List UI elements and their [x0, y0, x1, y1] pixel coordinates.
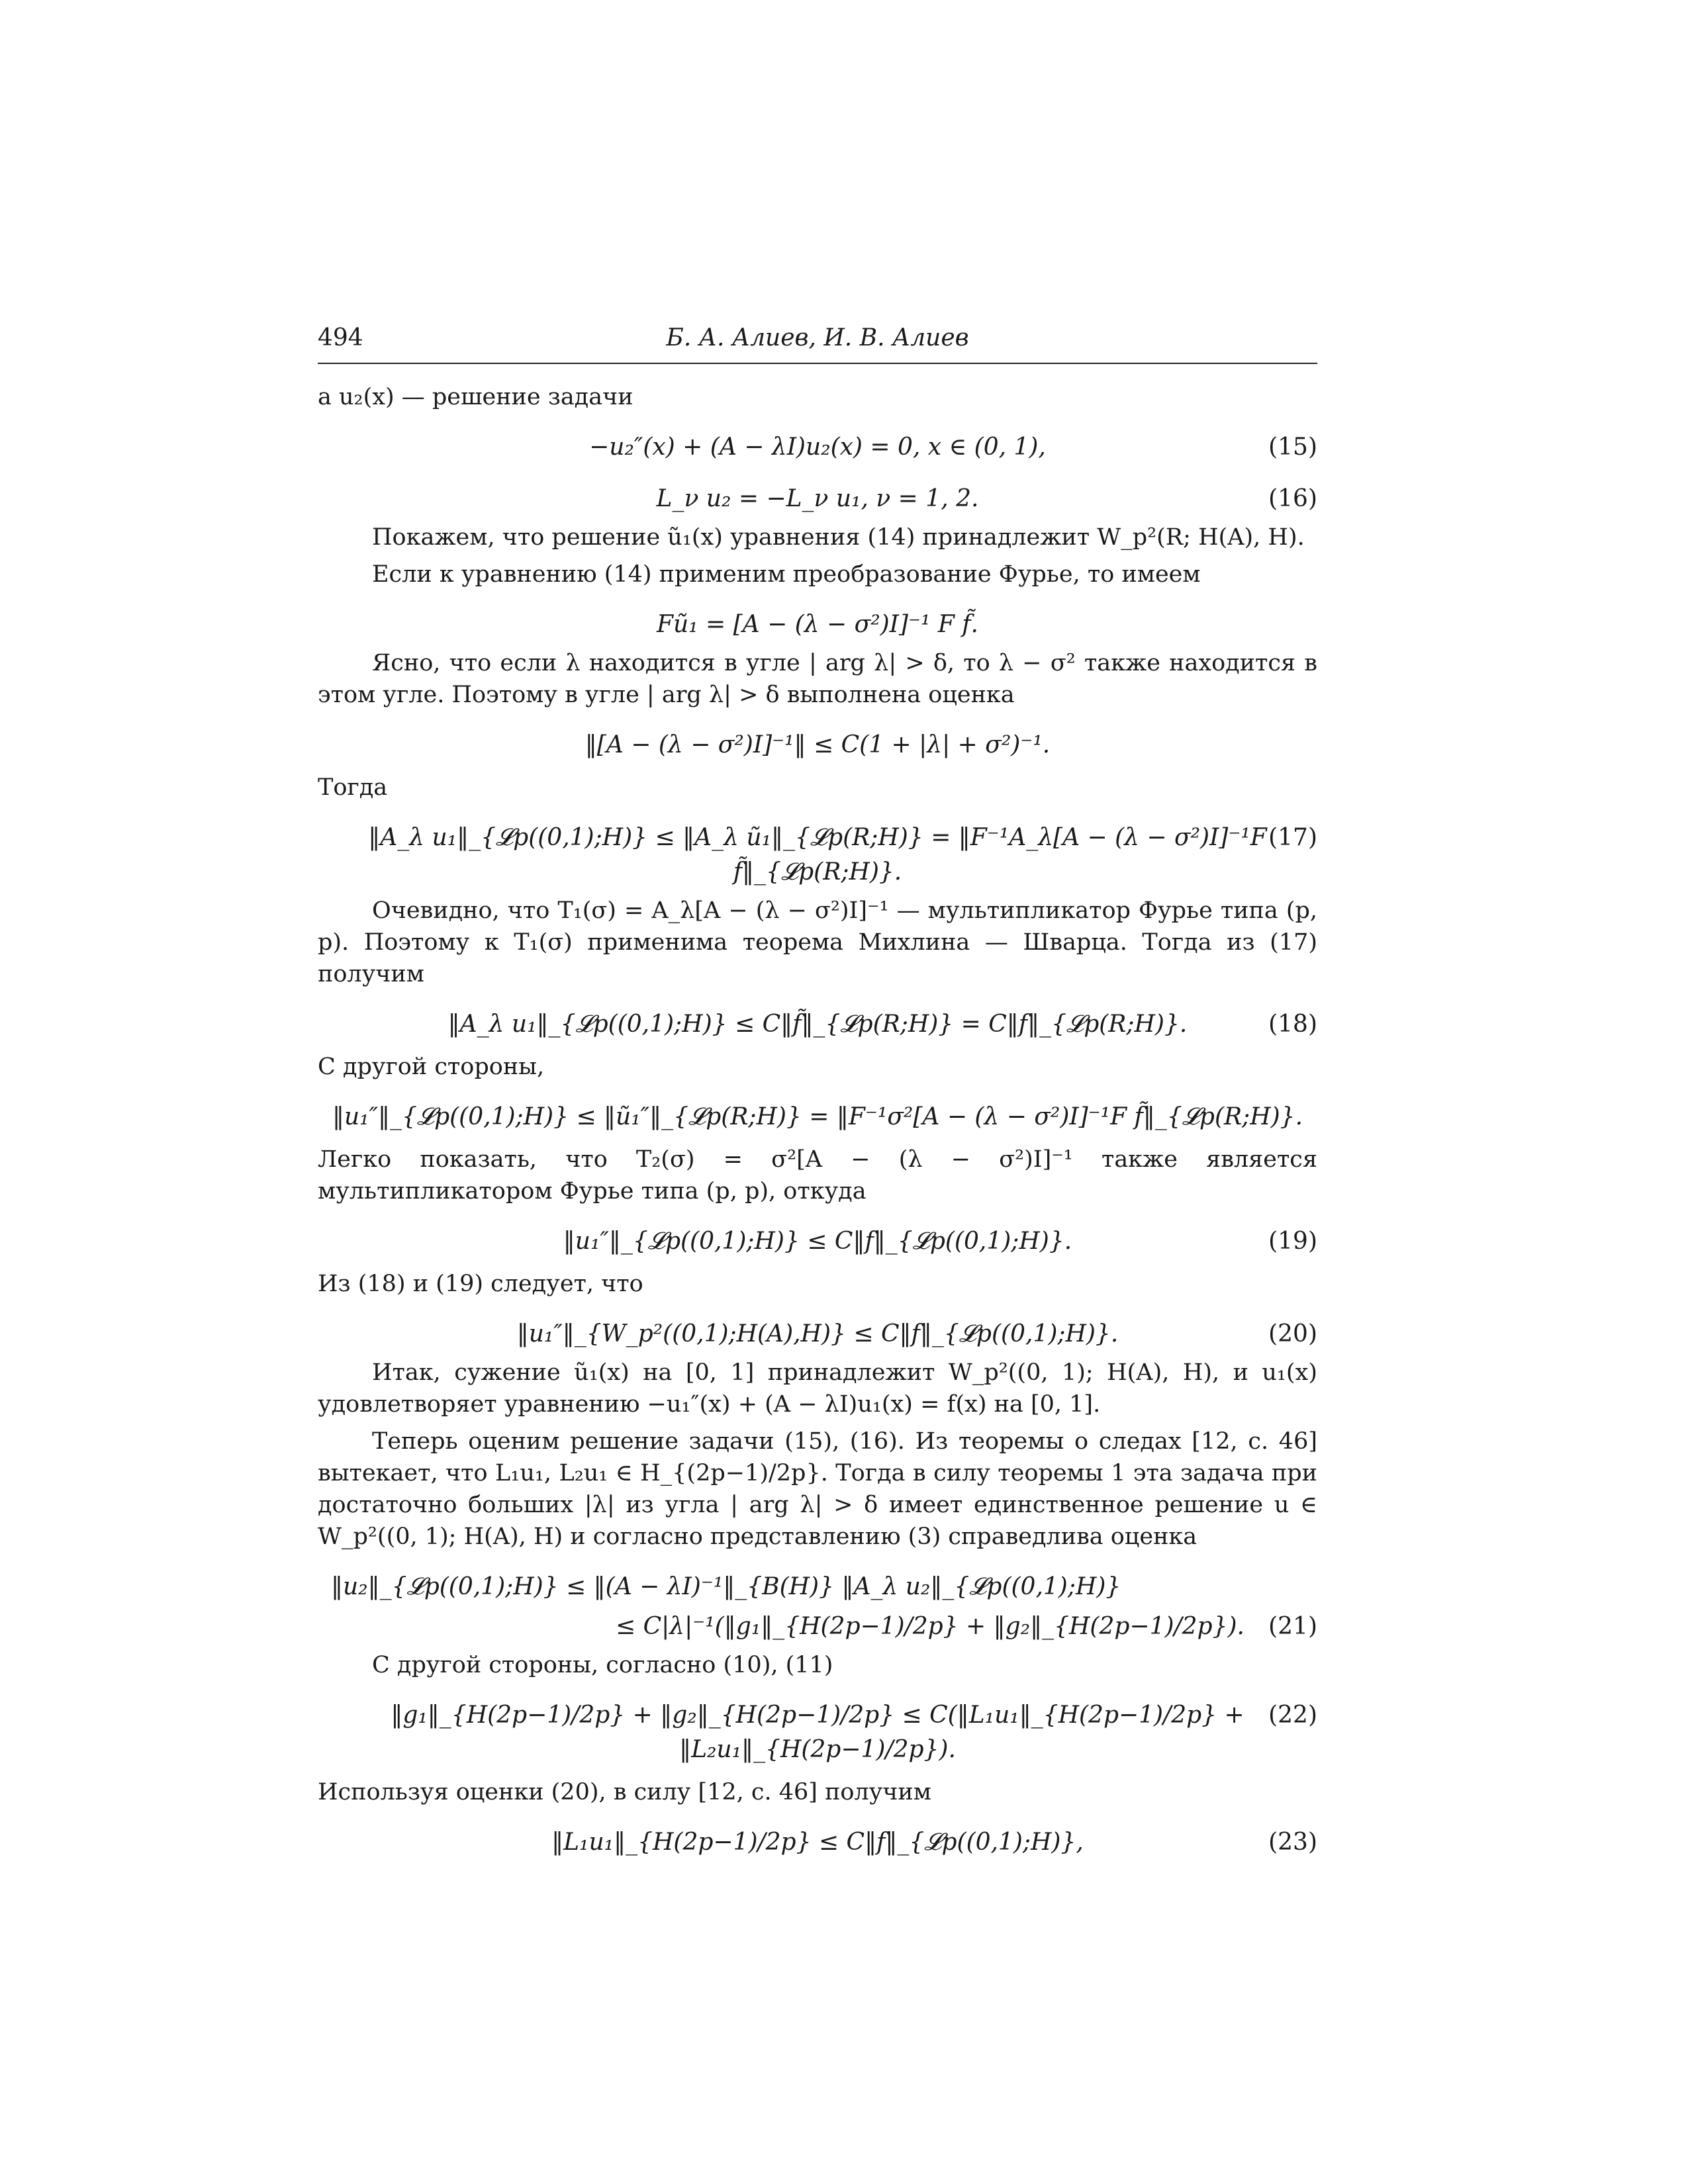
paragraph: а u₂(x) — решение задачи [318, 384, 633, 410]
paragraph: Если к уравнению (14) применим преобразование Фурье, то имеем [372, 561, 1201, 588]
running-header [318, 318, 1317, 364]
equation-text: ‖A_λ u₁‖_{𝓛p((0,1);H)} ≤ C‖f̃‖_{𝓛p(R;H)} = C‖f‖_{𝓛p(R;H)}. [447, 1011, 1188, 1038]
equation-number: (16) [1268, 485, 1317, 512]
equation-text: Fũ₁ = [A − (λ − σ²)I]⁻¹ F f̃. [656, 611, 979, 638]
paragraph: Итак, сужение ũ₁(x) на [0, 1] принадлежит W_p²((0, 1); H(A), H), и u₁(x) удовлетворяет уравнению −u₁″(x) + (A − λI)u₁(x) = f(x) на [0, 1]. [318, 1359, 1317, 1418]
article-body [318, 381, 1317, 1860]
display-equation [318, 1698, 1317, 1767]
display-equation [318, 1224, 1317, 1259]
equation-text: ‖u₁″‖_{W_p²((0,1);H(A),H)} ≤ C‖f‖_{𝓛p((0,1);H)}. [516, 1320, 1119, 1347]
page-number: 494 [318, 324, 363, 351]
equation-text: −u₂″(x) + (A − λI)u₂(x) = 0, x ∈ (0, 1), [589, 433, 1046, 461]
equation-text: ≤ C|λ|⁻¹(‖g₁‖_{H(2p−1)/2p} + ‖g₂‖_{H(2p−1)/2p}). [616, 1613, 1244, 1640]
paragraph: Тогда [318, 774, 388, 801]
equation-text: ‖[A − (λ − σ²)I]⁻¹‖ ≤ C(1 + |λ| + σ²)⁻¹. [585, 731, 1051, 758]
equation-number: (19) [1268, 1228, 1317, 1255]
equation-text: ‖L₁u₁‖_{H(2p−1)/2p} ≤ C‖f‖_{𝓛p((0,1);H)}, [551, 1829, 1084, 1856]
equation-number: (18) [1268, 1011, 1317, 1038]
display-equation [318, 1825, 1317, 1860]
paragraph: Легко показать, что T₂(σ) = σ²[A − (λ − σ²)I]⁻¹ также является мультипликатором Фурье типа (p, p), откуда [318, 1146, 1317, 1205]
equation-number: (15) [1268, 433, 1317, 461]
paragraph: Из (18) и (19) следует, что [318, 1271, 643, 1297]
equation-text: ‖g₁‖_{H(2p−1)/2p} + ‖g₂‖_{H(2p−1)/2p} ≤ C(‖L₁u₁‖_{H(2p−1)/2p} + ‖L₂u₁‖_{H(2p−1)/2p}). [391, 1702, 1244, 1763]
display-equation [318, 1317, 1317, 1351]
display-equation [318, 1570, 1317, 1604]
equation-text: ‖u₁″‖_{𝓛p((0,1);H)} ≤ ‖ũ₁″‖_{𝓛p(R;H)} = ‖F⁻¹σ²[A − (λ − σ²)I]⁻¹F f̃‖_{𝓛p(R;H)}. [332, 1103, 1303, 1130]
display-equation [318, 821, 1317, 889]
display-equation [318, 1610, 1317, 1644]
equation-number: (17) [1268, 824, 1317, 851]
paragraph: С другой стороны, [318, 1054, 545, 1080]
paragraph: Ясно, что если λ находится в угле | arg λ| > δ, то λ − σ² также находится в этом угле. Поэтому в угле | arg λ| > δ выполнена оценка [318, 650, 1317, 708]
paragraph: Теперь оценим решение задачи (15), (16). Из теоремы о следах [12, с. 46] вытекает, что L₁u₁, L₂u₁ ∈ H_{(2p−1)/2p}. Тогда в силу теоремы 1 эта задача при достаточно больших |λ| из угла | arg λ| > δ имеет единственное решение u ∈ W_p²((0, 1); H(A), H) и согласно представлению (3) справедлива оценка [318, 1428, 1317, 1550]
display-equation [318, 430, 1317, 465]
paragraph: Покажем, что решение ũ₁(x) уравнения (14) принадлежит W_p²(R; H(A), H). [372, 524, 1305, 551]
equation-text: ‖A_λ u₁‖_{𝓛p((0,1);H)} ≤ ‖A_λ ũ₁‖_{𝓛p(R;H)} = ‖F⁻¹A_λ[A − (λ − σ²)I]⁻¹F f̃‖_{𝓛p(R;H)}. [368, 824, 1267, 886]
display-equation [318, 1100, 1317, 1134]
display-equation [318, 608, 1317, 642]
display-equation [318, 482, 1317, 516]
equation-text: L_ν u₂ = −L_ν u₁, ν = 1, 2. [656, 485, 979, 512]
equation-text: ‖u₁″‖_{𝓛p((0,1);H)} ≤ C‖f‖_{𝓛p((0,1);H)}. [563, 1228, 1072, 1255]
equation-text: ‖u₂‖_{𝓛p((0,1);H)} ≤ ‖(A − λI)⁻¹‖_{B(H)} ‖A_λ u₂‖_{𝓛p((0,1);H)} [331, 1573, 1121, 1600]
equation-number: (20) [1268, 1320, 1317, 1347]
display-equation [318, 728, 1317, 762]
equation-number: (22) [1268, 1702, 1317, 1729]
authors: Б. А. Алиев, И. В. Алиев [666, 324, 969, 351]
paragraph: Очевидно, что T₁(σ) = A_λ[A − (λ − σ²)I]⁻¹ — мультипликатор Фурье типа (p, p). Поэтому к T₁(σ) применима теорема Михлина — Шварца. Тогда из (17) получим [318, 897, 1317, 987]
paragraph: С другой стороны, согласно (10), (11) [372, 1652, 833, 1678]
equation-number: (23) [1268, 1829, 1317, 1856]
display-equation [318, 1007, 1317, 1042]
page [318, 318, 1317, 1860]
equation-number: (21) [1268, 1613, 1317, 1640]
paragraph: Используя оценки (20), в силу [12, с. 46] получим [318, 1779, 931, 1805]
